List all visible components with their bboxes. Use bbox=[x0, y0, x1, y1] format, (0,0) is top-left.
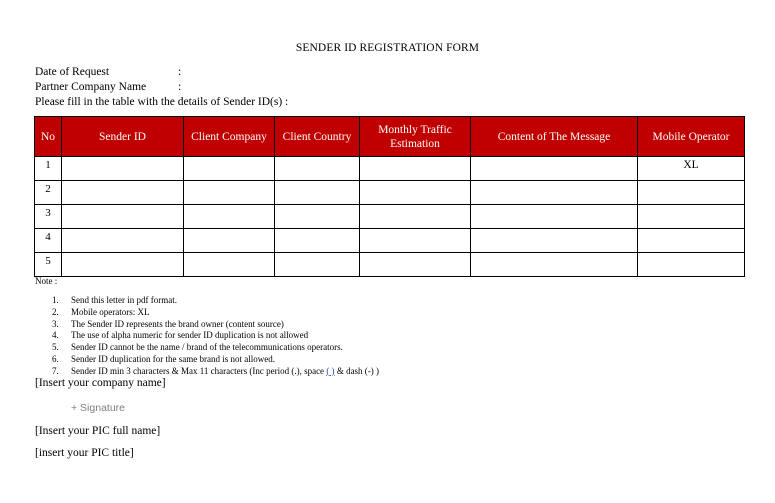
header-client-country: Client Country bbox=[275, 117, 360, 157]
header-sender-id: Sender ID bbox=[62, 117, 184, 157]
table-row bbox=[35, 205, 745, 229]
monthly-traffic-cell[interactable] bbox=[360, 181, 471, 205]
note-item bbox=[52, 319, 379, 331]
note-item bbox=[52, 366, 379, 378]
signature-placeholder: + Signature bbox=[71, 402, 125, 414]
pic-title-placeholder: [insert your PIC title] bbox=[35, 447, 134, 459]
client-company-cell[interactable] bbox=[184, 253, 275, 277]
note-item bbox=[52, 342, 379, 354]
client-country-cell[interactable] bbox=[275, 229, 360, 253]
header-client-company: Client Company bbox=[184, 117, 275, 157]
header-content-of-message: Content of The Message bbox=[471, 117, 638, 157]
mobile-operator-cell[interactable] bbox=[638, 205, 745, 229]
notes-list bbox=[52, 295, 379, 378]
mobile-operator-cell[interactable] bbox=[638, 253, 745, 277]
table-row bbox=[35, 157, 745, 181]
sender-id-cell[interactable] bbox=[62, 205, 184, 229]
monthly-traffic-cell[interactable] bbox=[360, 205, 471, 229]
message-content-cell[interactable] bbox=[471, 157, 638, 181]
partner-company-name-field bbox=[35, 81, 182, 93]
sender-id-cell[interactable] bbox=[62, 181, 184, 205]
table-row bbox=[35, 181, 745, 205]
note-item bbox=[52, 295, 379, 307]
note-text: The use of alpha numeric for sender ID duplication is not allowed bbox=[71, 330, 309, 341]
partner-company-name-label: Partner Company Name bbox=[35, 81, 147, 93]
header-mobile-operator: Mobile Operator bbox=[638, 117, 745, 157]
client-country-cell[interactable] bbox=[275, 181, 360, 205]
monthly-traffic-cell[interactable] bbox=[360, 253, 471, 277]
note-label: Note : bbox=[35, 276, 58, 286]
note-number: 5. bbox=[52, 342, 59, 353]
pic-full-name-placeholder: [Insert your PIC full name] bbox=[35, 425, 161, 437]
note-number: 7. bbox=[52, 365, 59, 376]
client-company-cell[interactable] bbox=[184, 229, 275, 253]
note-text: Mobile operators: XL bbox=[71, 306, 150, 317]
mobile-operator-cell[interactable] bbox=[638, 181, 745, 205]
client-company-cell[interactable] bbox=[184, 181, 275, 205]
note-number: 1. bbox=[52, 295, 59, 305]
note-text: The Sender ID represents the brand owner (content source) bbox=[71, 318, 284, 329]
table-row bbox=[35, 253, 745, 277]
message-content-cell[interactable] bbox=[471, 205, 638, 229]
partner-company-name-colon: : bbox=[178, 81, 182, 93]
sender-id-cell[interactable] bbox=[62, 157, 184, 181]
date-of-request-field bbox=[35, 66, 182, 78]
row-number-cell: 3 bbox=[35, 205, 62, 229]
row-number-cell: 5 bbox=[35, 253, 62, 277]
note-text-before: Sender ID min 3 characters & Max 11 characters (Inc period (.), space bbox=[71, 365, 327, 376]
row-number-cell: 2 bbox=[35, 181, 62, 205]
note-number: 3. bbox=[52, 318, 59, 329]
sender-id-cell[interactable] bbox=[62, 229, 184, 253]
sender-id-cell[interactable] bbox=[62, 253, 184, 277]
client-country-cell[interactable] bbox=[275, 157, 360, 181]
header-no: No bbox=[35, 117, 62, 157]
header-monthly-traffic-estimation: Monthly Traffic Estimation bbox=[360, 117, 471, 157]
client-company-cell[interactable] bbox=[184, 205, 275, 229]
mobile-operator-cell[interactable]: XL bbox=[638, 157, 745, 181]
space-link[interactable]: ( ) bbox=[326, 365, 335, 376]
client-country-cell[interactable] bbox=[275, 253, 360, 277]
note-number: 2. bbox=[52, 306, 59, 317]
note-item bbox=[52, 330, 379, 342]
note-number: 6. bbox=[52, 353, 59, 364]
client-company-cell[interactable] bbox=[184, 157, 275, 181]
monthly-traffic-cell[interactable] bbox=[360, 157, 471, 181]
row-number-cell: 1 bbox=[35, 157, 62, 181]
note-number: 4. bbox=[52, 330, 59, 341]
company-name-placeholder: [Insert your company name] bbox=[35, 377, 166, 389]
note-text: Sender ID duplication for the same brand is not allowed. bbox=[71, 353, 275, 364]
note-text: Send this letter in pdf format. bbox=[71, 295, 177, 305]
sender-id-table bbox=[34, 116, 745, 277]
message-content-cell[interactable] bbox=[471, 253, 638, 277]
message-content-cell[interactable] bbox=[471, 181, 638, 205]
message-content-cell[interactable] bbox=[471, 229, 638, 253]
date-of-request-label: Date of Request bbox=[35, 66, 110, 78]
table-row bbox=[35, 229, 745, 253]
row-number-cell: 4 bbox=[35, 229, 62, 253]
note-text-after: & dash (-) ) bbox=[334, 365, 380, 376]
client-country-cell[interactable] bbox=[275, 205, 360, 229]
note-item bbox=[52, 307, 379, 319]
date-of-request-colon: : bbox=[178, 66, 182, 78]
form-title: SENDER ID REGISTRATION FORM bbox=[295, 42, 480, 54]
table-header-row bbox=[35, 117, 745, 157]
instruction-text: Please fill in the table with the details of Sender ID(s) : bbox=[35, 96, 289, 108]
note-item bbox=[52, 354, 379, 366]
note-text: Sender ID cannot be the name / brand of the telecommunications operators. bbox=[71, 342, 343, 353]
mobile-operator-cell[interactable] bbox=[638, 229, 745, 253]
monthly-traffic-cell[interactable] bbox=[360, 229, 471, 253]
